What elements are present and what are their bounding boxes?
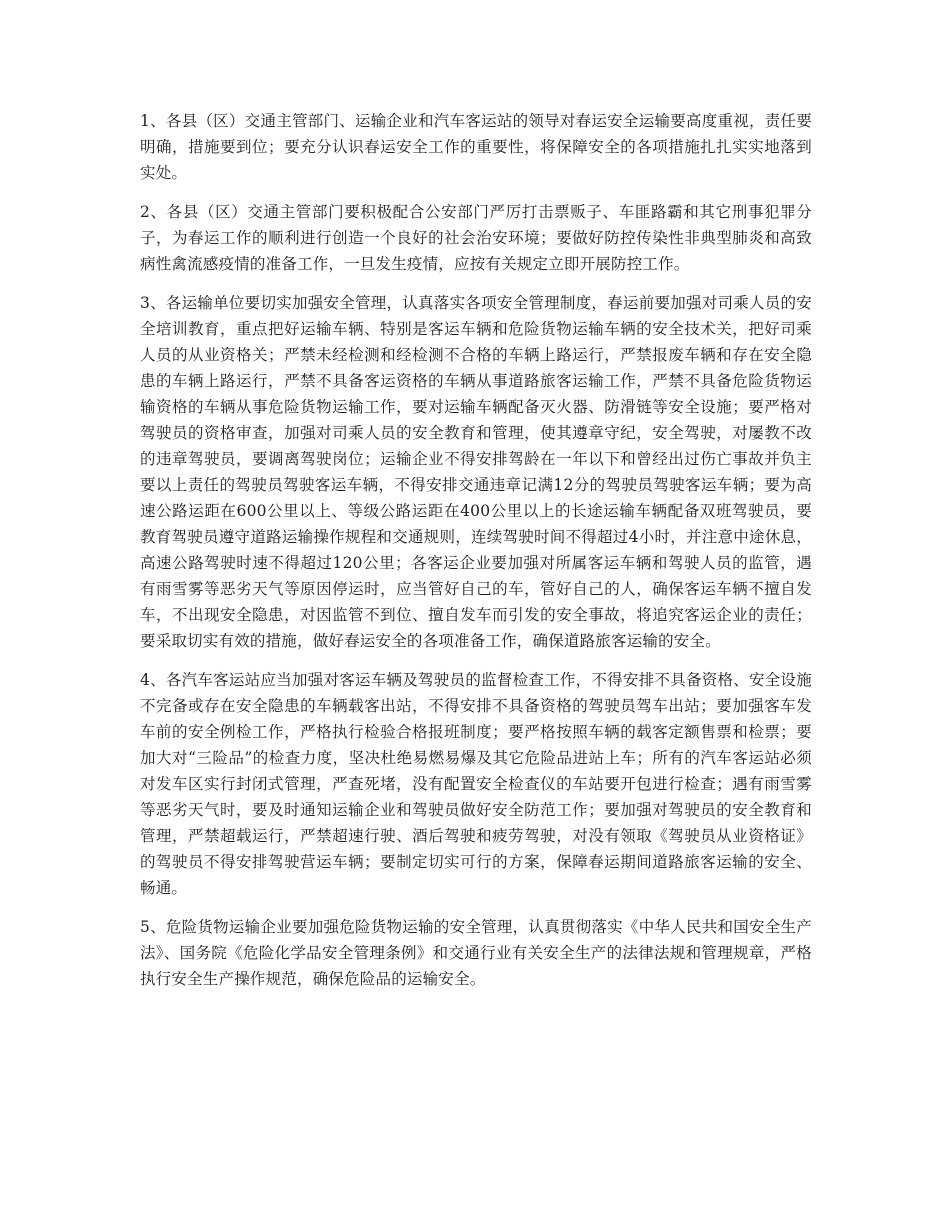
paragraph-5: 5、危险货物运输企业要加强危险货物运输的安全管理，认真贯彻落实《中华人民共和国安全生产法》、国务院《危险化学品安全管理条例》和交通行业有关安全生产的法律法规和管理规章，严格执行安全生产操作规范，确保危险品的运输安全。: [140, 918, 812, 988]
paragraph-2: 2、各县（区）交通主管部门要积极配合公安部门严厉打击票贩子、车匪路霸和其它刑事犯罪分子，为春运工作的顺利进行创造一个良好的社会治安环境；要做好防控传染性非典型肺炎和高致病性禽流感疫情的准备工作，一旦发生疫情，应按有关规定立即开展防控工作。: [140, 203, 812, 273]
document-body: [140, 108, 812, 1005]
paragraph-1: 1、各县（区）交通主管部门、运输企业和汽车客运站的领导对春运安全运输要高度重视，责任要明确，措施要到位；要充分认识春运安全工作的重要性，将保障安全的各项措施扎扎实实地落到实处。: [140, 112, 812, 182]
paragraph-4: 4、各汽车客运站应当加强对客运车辆及驾驶员的监督检查工作，不得安排不具备资格、安全设施不完备或存在安全隐患的车辆载客出站，不得安排不具备资格的驾驶员驾车出站；要加强客车发车前的安全例检工作，严格执行检验合格报班制度；要严格按照车辆的载客定额售票和检票；要加大对“三险品”的检查力度，坚决杜绝易燃易爆及其它危险品进站上车；所有的汽车客运站必须对发车区实行封闭式管理，严查死堵，没有配置安全检查仪的车站要开包进行检查；遇有雨雪雾等恶劣天气时，要及时通知运输企业和驾驶员做好安全防范工作；要加强对驾驶员的安全教育和管理，严禁超载运行，严禁超速行驶、酒后驾驶和疲劳驾驶，对没有领取《驾驶员从业资格证》的驾驶员不得安排驾驶营运车辆；要制定切实可行的方案，保障春运期间道路旅客运输的安全、畅通。: [140, 671, 812, 897]
paragraph-3: 3、各运输单位要切实加强安全管理，认真落实各项安全管理制度，春运前要加强对司乘人员的安全培训教育，重点把好运输车辆、特别是客运车辆和危险货物运输车辆的安全技术关，把好司乘人员的从业资格关；严禁未经检测和经检测不合格的车辆上路运行，严禁报废车辆和存在安全隐患的车辆上路运行，严禁不具备客运资格的车辆从事道路旅客运输工作，严禁不具备危险货物运输资格的车辆从事危险货物运输工作，要对运输车辆配备灭火器、防滑链等安全设施；要严格对驾驶员的资格审查，加强对司乘人员的安全教育和管理，使其遵章守纪，安全驾驶，对屡教不改的违章驾驶员，要调离驾驶岗位；运输企业不得安排驾龄在一年以下和曾经出过伤亡事故并负主要以上责任的驾驶员驾驶客运车辆，不得安排交通违章记满12分的驾驶员驾驶客运车辆；要为高速公路运距在600公里以上、等级公路运距在400公里以上的长途运输车辆配备双班驾驶员，要教育驾驶员遵守道路运输操作规程和交通规则，连续驾驶时间不得超过4小时，并注意中途休息，高速公路驾驶时速不得超过120公里；各客运企业要加强对所属客运车辆和驾驶人员的监管，遇有雨雪雾等恶劣天气等原因停运时，应当管好自己的车，管好自己的人，确保客运车辆不擅自发车，不出现安全隐患，对因监管不到位、擅自发车而引发的安全事故，将追究客运企业的责任；要采取切实有效的措施，做好春运安全的各项准备工作，确保道路旅客运输的安全。: [140, 294, 812, 650]
